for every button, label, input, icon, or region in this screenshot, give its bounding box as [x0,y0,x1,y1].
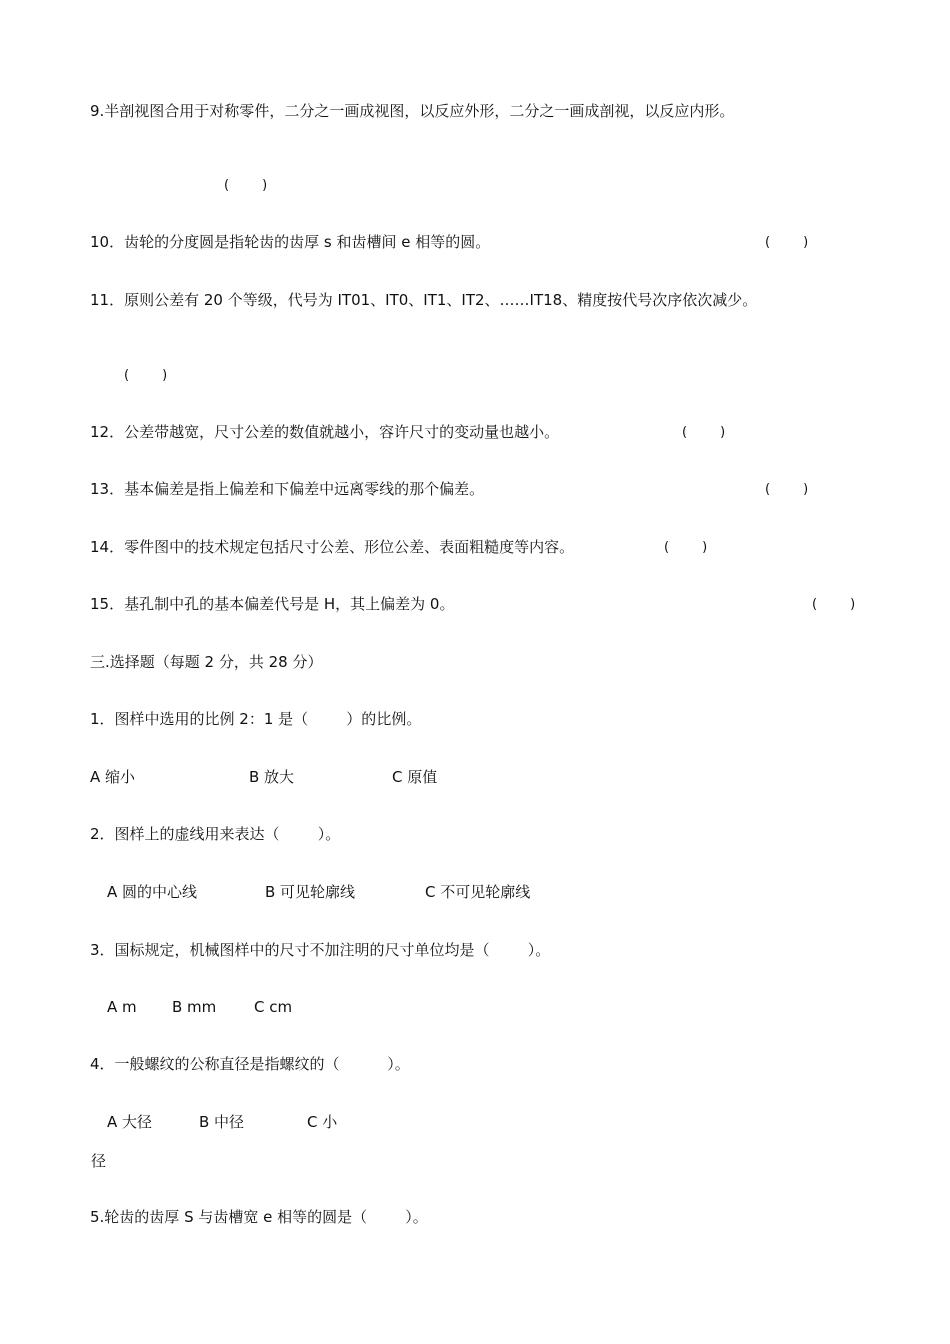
answer-blank-9: ( ) [224,178,268,193]
choice-question-1: 1．图样中选用的比例 2：1 是（ ）的比例。 [90,710,422,728]
question-10: 10．齿轮的分度圆是指轮齿的齿厚 s 和齿槽间 e 相等的圆。 [90,233,491,251]
answer-blank-14: ( ) [664,540,708,555]
choice-2-option-b: B 可见轮廓线 [265,883,356,901]
answer-blank-13: ( ) [765,482,809,497]
question-12: 12．公差带越宽，尺寸公差的数值就越小，容许尺寸的变动量也越小。 [90,423,560,441]
question-14: 14．零件图中的技术规定包括尺寸公差、形位公差、表面粗糙度等内容。 [90,538,575,556]
question-11: 11．原则公差有 20 个等级，代号为 IT01、IT0、IT1、IT2、……IT18、精度按代号次序依次减少。 [90,291,758,309]
section-3-title: 三.选择题（每题 2 分，共 28 分） [90,653,323,671]
choice-4-option-c-wrap: 径 [91,1152,107,1170]
choice-4-option-c: C 小 [307,1113,338,1131]
choice-2-option-c: C 不可见轮廓线 [425,883,531,901]
question-13: 13．基本偏差是指上偏差和下偏差中远离零线的那个偏差。 [90,480,485,498]
choice-2-option-a: A 圆的中心线 [107,883,198,901]
choice-question-4: 4．一般螺纹的公称直径是指螺纹的（ ）。 [90,1055,410,1073]
answer-blank-15: ( ) [812,597,856,612]
question-15: 15．基孔制中孔的基本偏差代号是 H，其上偏差为 0。 [90,595,455,613]
choice-question-5: 5.轮齿的齿厚 S 与齿槽宽 e 相等的圆是（ ）。 [90,1208,428,1226]
question-9: 9.半剖视图合用于对称零件，二分之一画成视图，以反应外形，二分之一画成剖视，以反应内形。 [90,102,735,120]
answer-blank-11: ( ) [124,368,168,383]
choice-4-option-a: A 大径 [107,1113,153,1131]
choice-3-option-c: C cm [254,998,293,1016]
choice-1-option-a: A 缩小 [90,768,136,786]
answer-blank-10: ( ) [765,235,809,250]
choice-4-option-b: B 中径 [199,1113,245,1131]
choice-1-option-c: C 原值 [392,768,438,786]
choice-3-option-b: B mm [172,998,217,1016]
choice-question-2: 2．图样上的虚线用来表达（ ）。 [90,825,341,843]
answer-blank-12: ( ) [682,425,726,440]
choice-1-option-b: B 放大 [249,768,295,786]
choice-question-3: 3．国标规定，机械图样中的尺寸不加注明的尺寸单位均是（ ）。 [90,941,551,959]
choice-3-option-a: A m [107,998,137,1016]
